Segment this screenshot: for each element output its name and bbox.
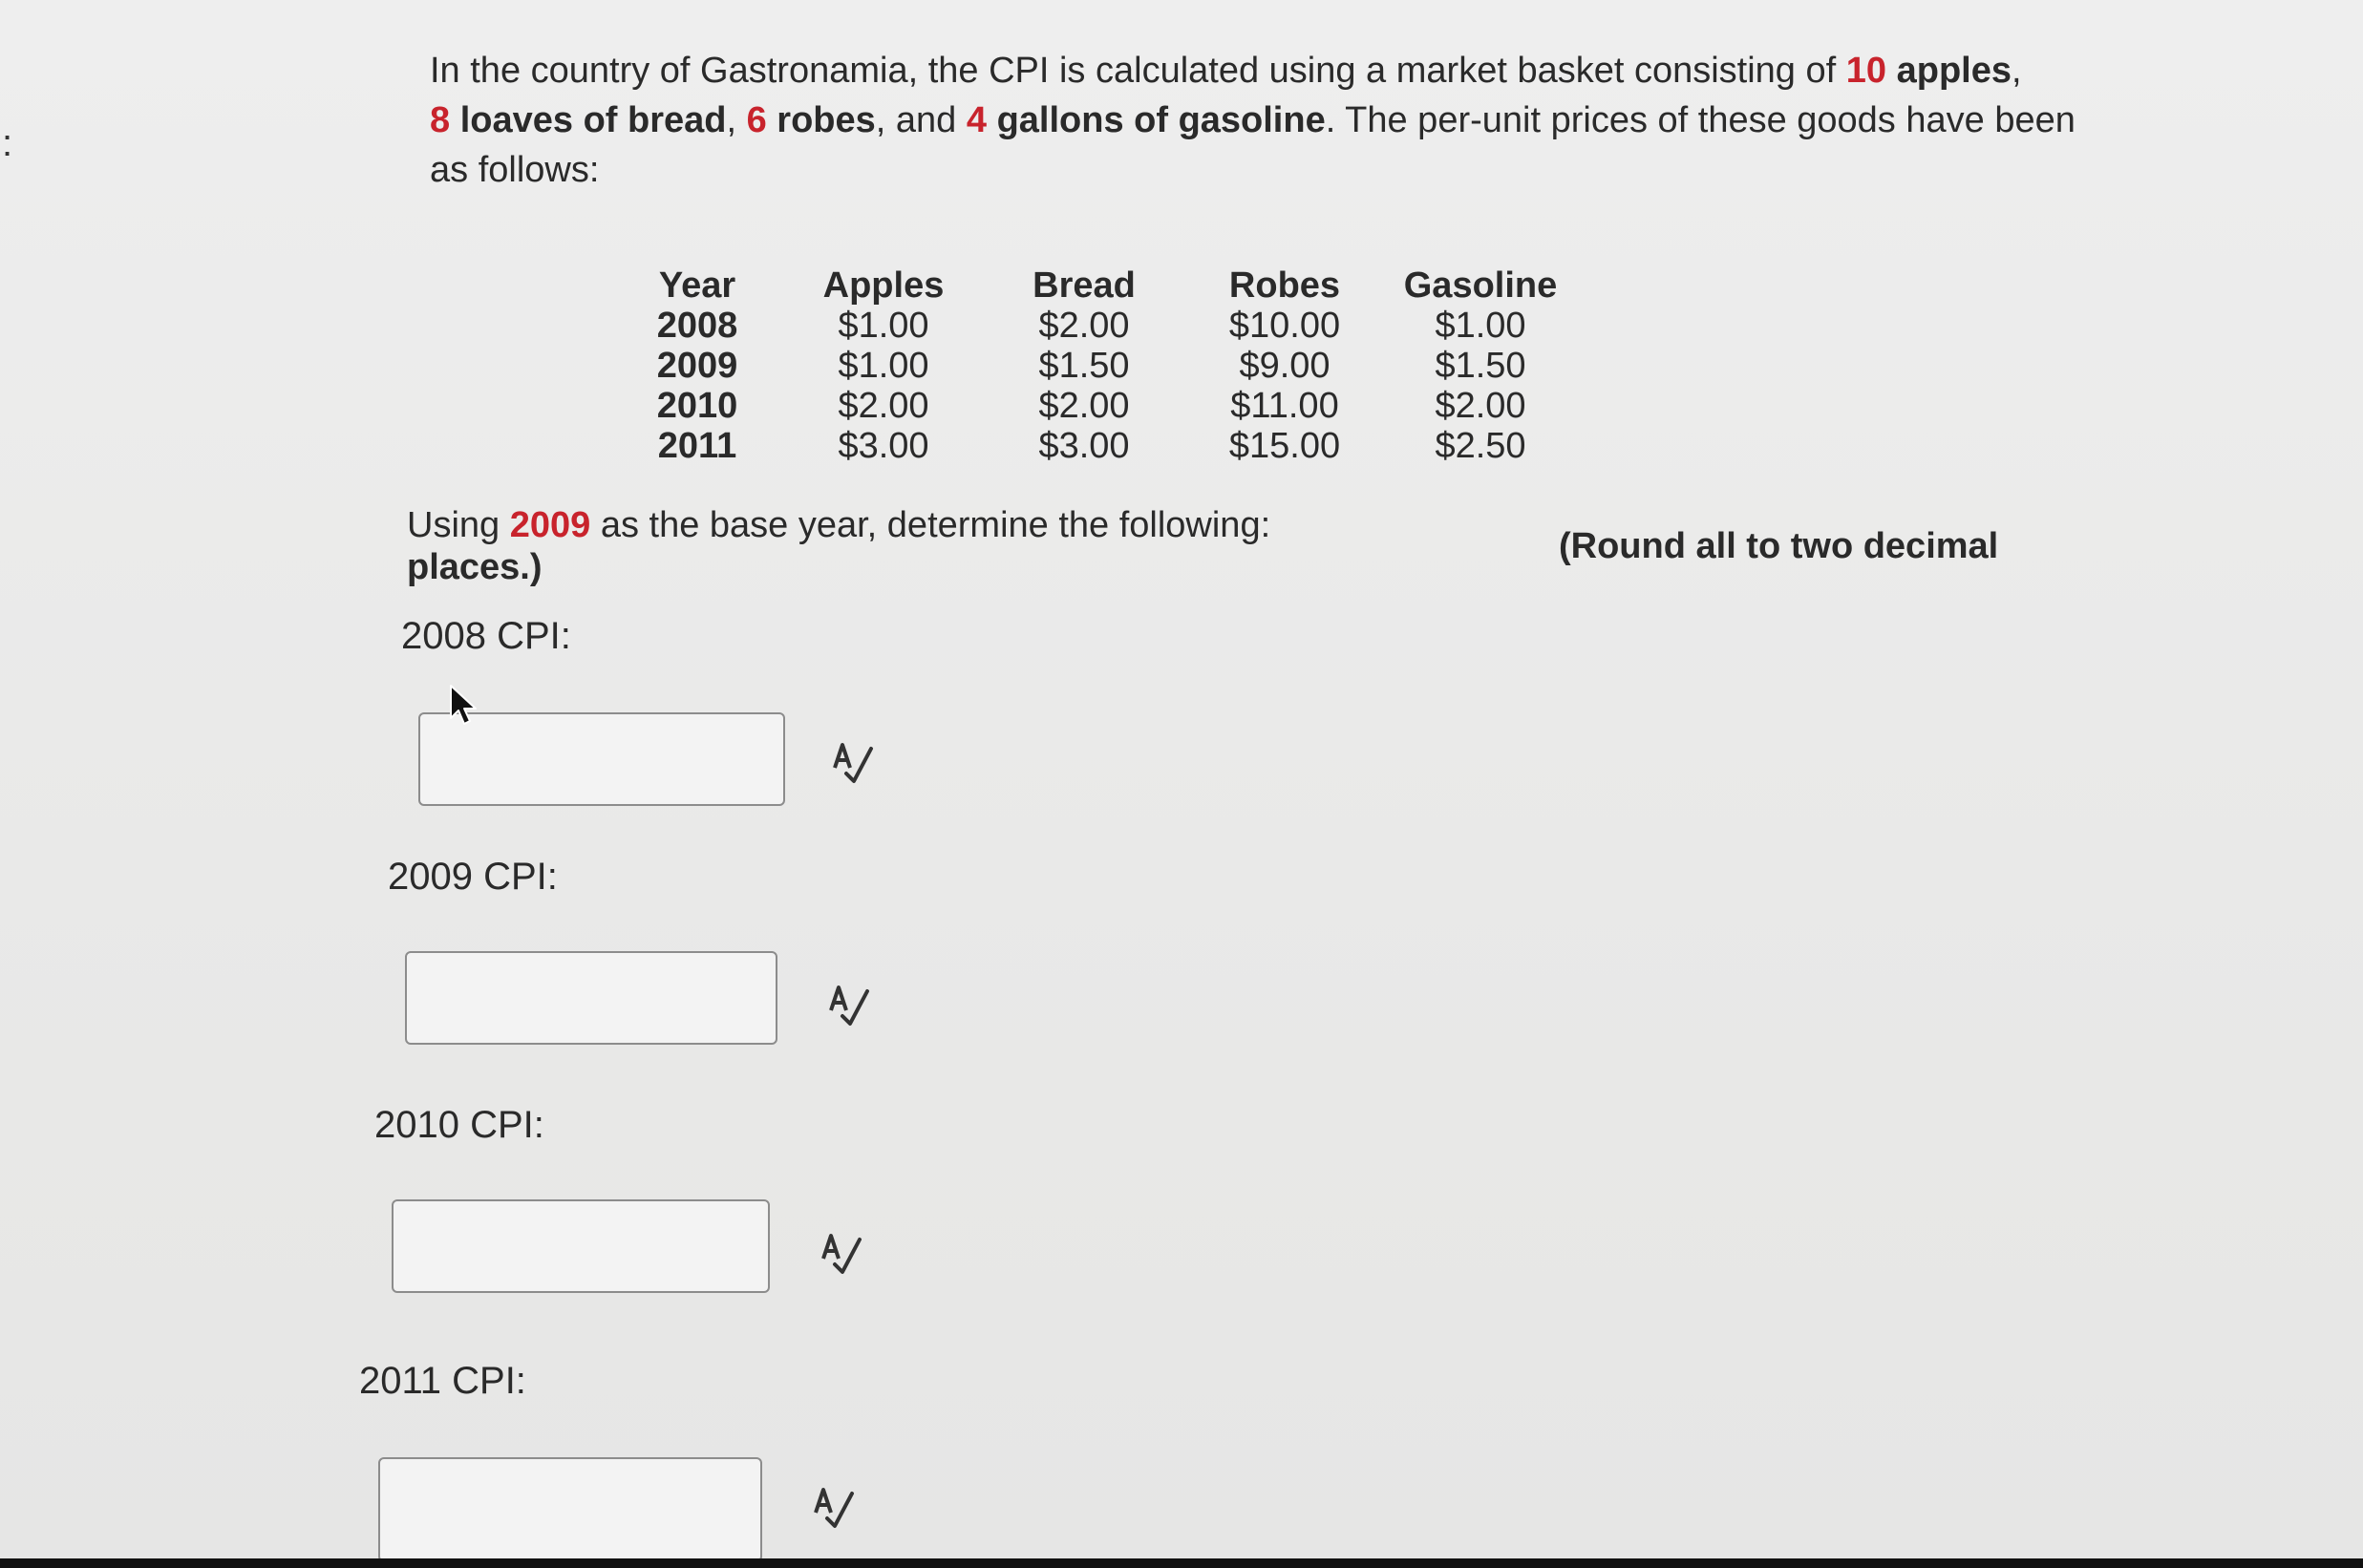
edge-colon-mark: : <box>2 122 13 164</box>
instructions-pre: Using <box>407 505 510 545</box>
gasoline-price-cell: $2.50 <box>1435 426 1526 466</box>
header-bread: Bread <box>1032 265 1136 306</box>
cpi-2009-input[interactable] <box>405 951 777 1045</box>
spellcheck-icon[interactable] <box>827 735 881 789</box>
prompt-and: , and <box>875 100 967 140</box>
cpi-2011-label: 2011 CPI: <box>359 1360 526 1402</box>
instructions-post: as the base year, determine the following: <box>590 505 1271 545</box>
bread-price-cell: $2.00 <box>1038 306 1130 346</box>
gasoline-price-cell: $1.50 <box>1435 346 1526 386</box>
price-table <box>611 265 1576 466</box>
apples-price-cell: $3.00 <box>838 426 929 466</box>
robes-price-cell: $11.00 <box>1230 386 1339 426</box>
spellcheck-icon[interactable] <box>823 978 877 1031</box>
header-gasoline: Gasoline <box>1403 265 1558 306</box>
year-cell: 2010 <box>656 386 738 426</box>
header-robes: Robes <box>1228 265 1341 306</box>
bread-price-cell: $3.00 <box>1038 426 1130 466</box>
robes-word: robes <box>777 100 876 140</box>
apples-price-cell: $1.00 <box>838 306 929 346</box>
bread-price-cell: $2.00 <box>1038 386 1130 426</box>
robes-price-cell: $15.00 <box>1228 426 1341 466</box>
robes-price-cell: $10.00 <box>1228 306 1341 346</box>
bread-word: loaves of bread <box>459 100 727 140</box>
question-prompt <box>430 46 2092 195</box>
gasoline-price-cell: $1.00 <box>1435 306 1526 346</box>
prompt-comma-1: , <box>2011 51 2022 91</box>
gasoline-word: gallons of gasoline <box>996 100 1326 140</box>
apples-quantity: 10 <box>1845 51 1887 91</box>
apples-word: apples <box>1896 51 2012 91</box>
table-row <box>611 306 1576 346</box>
cpi-2011-input[interactable] <box>378 1457 762 1562</box>
mouse-pointer-icon <box>449 684 481 728</box>
header-apples: Apples <box>822 265 945 306</box>
robes-price-cell: $9.00 <box>1239 346 1331 386</box>
base-year: 2009 <box>509 505 591 545</box>
bread-quantity: 8 <box>430 100 451 140</box>
gasoline-price-cell: $2.00 <box>1435 386 1526 426</box>
robes-quantity: 6 <box>746 100 767 140</box>
cpi-2010-label: 2010 CPI: <box>374 1104 544 1146</box>
cpi-2009-label: 2009 CPI: <box>388 856 558 898</box>
cpi-2008-label: 2008 CPI: <box>401 615 571 657</box>
bread-price-cell: $1.50 <box>1038 346 1130 386</box>
table-row <box>611 426 1576 466</box>
year-cell: 2009 <box>656 346 738 386</box>
table-row <box>611 346 1576 386</box>
rounding-note-continued: places.) <box>407 547 543 587</box>
gasoline-quantity: 4 <box>966 100 987 140</box>
spellcheck-icon[interactable] <box>808 1480 862 1534</box>
year-cell: 2011 <box>657 426 737 466</box>
instructions <box>407 504 2050 588</box>
rounding-note: (Round all to two decimal <box>1559 526 1999 566</box>
header-year: Year <box>658 265 736 306</box>
prompt-text-1: In the country of Gastronamia, the CPI is calculated using a market basket consisting of <box>430 51 1846 91</box>
prompt-text-2: . The per-unit prices of these goods have been as follows: <box>430 100 2076 190</box>
year-cell: 2008 <box>656 306 738 346</box>
table-row <box>611 386 1576 426</box>
price-table-header-row <box>611 265 1576 306</box>
apples-price-cell: $1.00 <box>838 346 929 386</box>
apples-price-cell: $2.00 <box>838 386 929 426</box>
cpi-2010-input[interactable] <box>392 1199 770 1293</box>
prompt-comma-2: , <box>726 100 747 140</box>
spellcheck-icon[interactable] <box>816 1226 869 1280</box>
screen-bottom-edge <box>0 1558 2363 1568</box>
